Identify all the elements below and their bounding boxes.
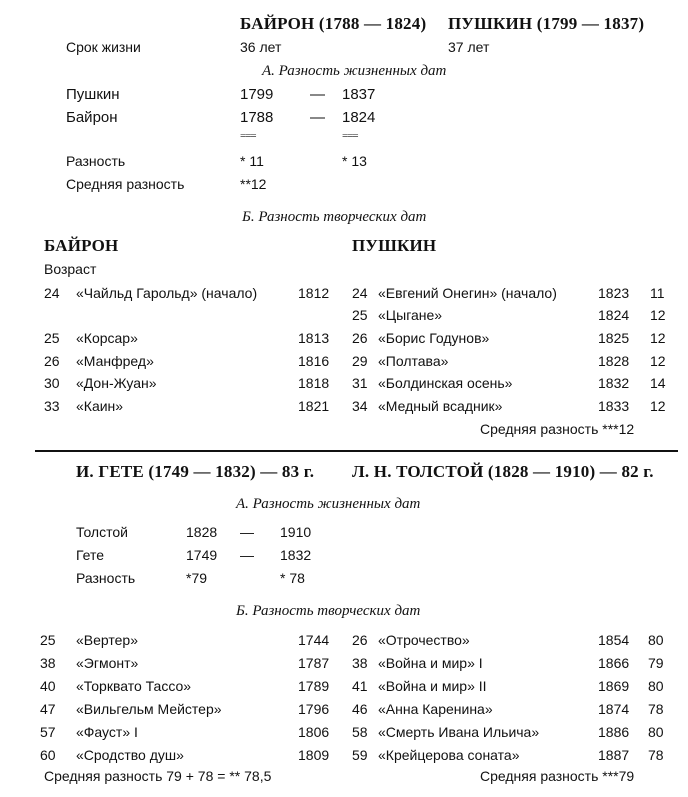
work-age: 34 — [352, 398, 368, 414]
work-age: 25 — [352, 307, 368, 323]
byron-start: 1788 — [240, 109, 274, 126]
gt-average-left: Средняя разность 79 + 78 = ** 78,5 — [44, 768, 272, 784]
gt-section-a-heading: А. Разность жизненных дат — [236, 496, 421, 512]
work-title: «Вильгельм Мейстер» — [76, 701, 222, 717]
work-title: «Корсар» — [76, 330, 138, 346]
work-title: «Анна Каренина» — [378, 701, 493, 717]
work-age: 40 — [40, 678, 56, 694]
work-title: «Чайльд Гарольд» (начало) — [76, 285, 258, 301]
work-diff: 11 — [650, 285, 665, 301]
work-age: 24 — [44, 285, 60, 301]
work-title: «Смерть Ивана Ильича» — [378, 724, 540, 740]
work-title: «Сродство душ» — [76, 747, 184, 763]
work-year: 1821 — [298, 398, 330, 414]
work-year: 1823 — [598, 285, 630, 301]
work-year: 1833 — [598, 398, 630, 414]
work-age: 58 — [352, 724, 368, 740]
work-diff: 79 — [648, 655, 664, 671]
work-title: «Война и мир» I — [378, 655, 483, 671]
gt-difference-start: *79 — [186, 570, 208, 586]
work-year: 1787 — [298, 655, 330, 671]
gt-average-right: Средняя разность ***79 — [480, 768, 635, 784]
difference-label: Разность — [66, 153, 126, 169]
work-age: 25 — [40, 632, 56, 648]
work-age: 38 — [40, 655, 56, 671]
work-year: 1816 — [298, 353, 330, 369]
work-title: «Медный всадник» — [378, 398, 503, 414]
work-year: 1809 — [298, 747, 330, 763]
work-year: 1812 — [298, 285, 330, 301]
work-age: 38 — [352, 655, 368, 671]
age-label: Возраст — [44, 261, 97, 277]
work-title: «Полтава» — [378, 353, 449, 369]
work-age: 46 — [352, 701, 368, 717]
work-diff: 12 — [650, 353, 666, 369]
work-diff: 80 — [648, 724, 664, 740]
equals-mark-start: === — [240, 130, 256, 142]
work-year: 1813 — [298, 330, 330, 346]
tolstoy-title: Л. Н. ТОЛСТОЙ (1828 — 1910) — 82 г. — [352, 462, 654, 481]
work-age: 31 — [352, 375, 368, 391]
goethe-title: И. ГЕТЕ (1749 — 1832) — 83 г. — [76, 462, 315, 481]
byron-heading: БАЙРОН — [44, 236, 119, 255]
work-year: 1886 — [598, 724, 630, 740]
work-diff: 80 — [648, 678, 664, 694]
work-diff: 12 — [650, 398, 666, 414]
gt-section-b-heading: Б. Разность творческих дат — [236, 603, 421, 619]
work-year: 1874 — [598, 701, 630, 717]
work-title: «Евгений Онегин» (начало) — [378, 285, 557, 301]
work-year: 1854 — [598, 632, 630, 648]
work-age: 26 — [352, 632, 368, 648]
pushkin-dash: — — [310, 86, 325, 103]
work-title: «Отрочество» — [378, 632, 470, 648]
average-value: **12 — [240, 176, 267, 192]
work-age: 30 — [44, 375, 60, 391]
equals-mark-end: === — [342, 130, 358, 142]
work-year: 1832 — [598, 375, 630, 391]
work-age: 26 — [44, 353, 60, 369]
work-age: 24 — [352, 285, 368, 301]
work-age: 33 — [44, 398, 60, 414]
work-diff: 12 — [650, 330, 666, 346]
work-title: «Крейцерова соната» — [378, 747, 520, 763]
byron-end: 1824 — [342, 109, 376, 126]
work-title: «Борис Годунов» — [378, 330, 490, 346]
work-age: 26 — [352, 330, 368, 346]
lifespan-pushkin: 37 лет — [448, 39, 490, 55]
tolstoy-label: Толстой — [76, 524, 128, 540]
goethe-end: 1832 — [280, 547, 312, 563]
work-year: 1828 — [598, 353, 630, 369]
work-diff: 80 — [648, 632, 664, 648]
section-a-heading: А. Разность жизненных дат — [262, 63, 447, 79]
lifespan-label: Срок жизни — [66, 39, 141, 55]
work-age: 60 — [40, 747, 56, 763]
work-title: «Фауст» I — [76, 724, 138, 740]
work-age: 29 — [352, 353, 368, 369]
work-age: 47 — [40, 701, 56, 717]
work-year: 1744 — [298, 632, 330, 648]
tolstoy-dash: — — [240, 524, 254, 540]
average-creative: Средняя разность ***12 — [480, 421, 635, 437]
work-year: 1824 — [598, 307, 630, 323]
work-title: «Дон-Жуан» — [76, 375, 157, 391]
section-divider — [35, 450, 678, 452]
work-title: «Эгмонт» — [76, 655, 139, 671]
work-year: 1806 — [298, 724, 330, 740]
work-title: «Торквато Тассо» — [76, 678, 192, 694]
work-year: 1887 — [598, 747, 630, 763]
lifespan-byron: 36 лет — [240, 39, 282, 55]
work-title: «Болдинская осень» — [378, 375, 513, 391]
work-age: 41 — [352, 678, 368, 694]
goethe-label: Гете — [76, 547, 105, 563]
byron-title: БАЙРОН (1788 — 1824) — [240, 14, 427, 33]
work-year: 1825 — [598, 330, 630, 346]
gt-difference-end: * 78 — [280, 570, 305, 586]
work-diff: 14 — [650, 375, 666, 391]
difference-end: * 13 — [342, 153, 367, 169]
work-title: «Вертер» — [76, 632, 139, 648]
work-title: «Каин» — [76, 398, 124, 414]
goethe-start: 1749 — [186, 547, 218, 563]
work-year: 1866 — [598, 655, 630, 671]
pushkin-label: Пушкин — [66, 86, 120, 103]
pushkin-title: ПУШКИН (1799 — 1837) — [448, 14, 645, 33]
difference-start: * 11 — [240, 153, 264, 169]
work-title: «Цыгане» — [378, 307, 443, 323]
tolstoy-start: 1828 — [186, 524, 218, 540]
work-age: 59 — [352, 747, 368, 763]
work-age: 57 — [40, 724, 56, 740]
work-title: «Манфред» — [76, 353, 154, 369]
section-b-heading: Б. Разность творческих дат — [242, 209, 427, 225]
work-age: 25 — [44, 330, 60, 346]
work-year: 1869 — [598, 678, 630, 694]
goethe-dash: — — [240, 547, 254, 563]
tolstoy-end: 1910 — [280, 524, 312, 540]
work-diff: 12 — [650, 307, 666, 323]
average-label: Средняя разность — [66, 176, 185, 192]
work-diff: 78 — [648, 701, 664, 717]
byron-dash: — — [310, 109, 325, 126]
byron-label: Байрон — [66, 109, 118, 126]
pushkin-start: 1799 — [240, 86, 274, 103]
work-title: «Война и мир» II — [378, 678, 487, 694]
work-diff: 78 — [648, 747, 664, 763]
work-year: 1789 — [298, 678, 330, 694]
pushkin-heading: ПУШКИН — [352, 236, 437, 255]
work-year: 1796 — [298, 701, 330, 717]
gt-difference-label: Разность — [76, 570, 136, 586]
work-year: 1818 — [298, 375, 330, 391]
pushkin-end: 1837 — [342, 86, 376, 103]
